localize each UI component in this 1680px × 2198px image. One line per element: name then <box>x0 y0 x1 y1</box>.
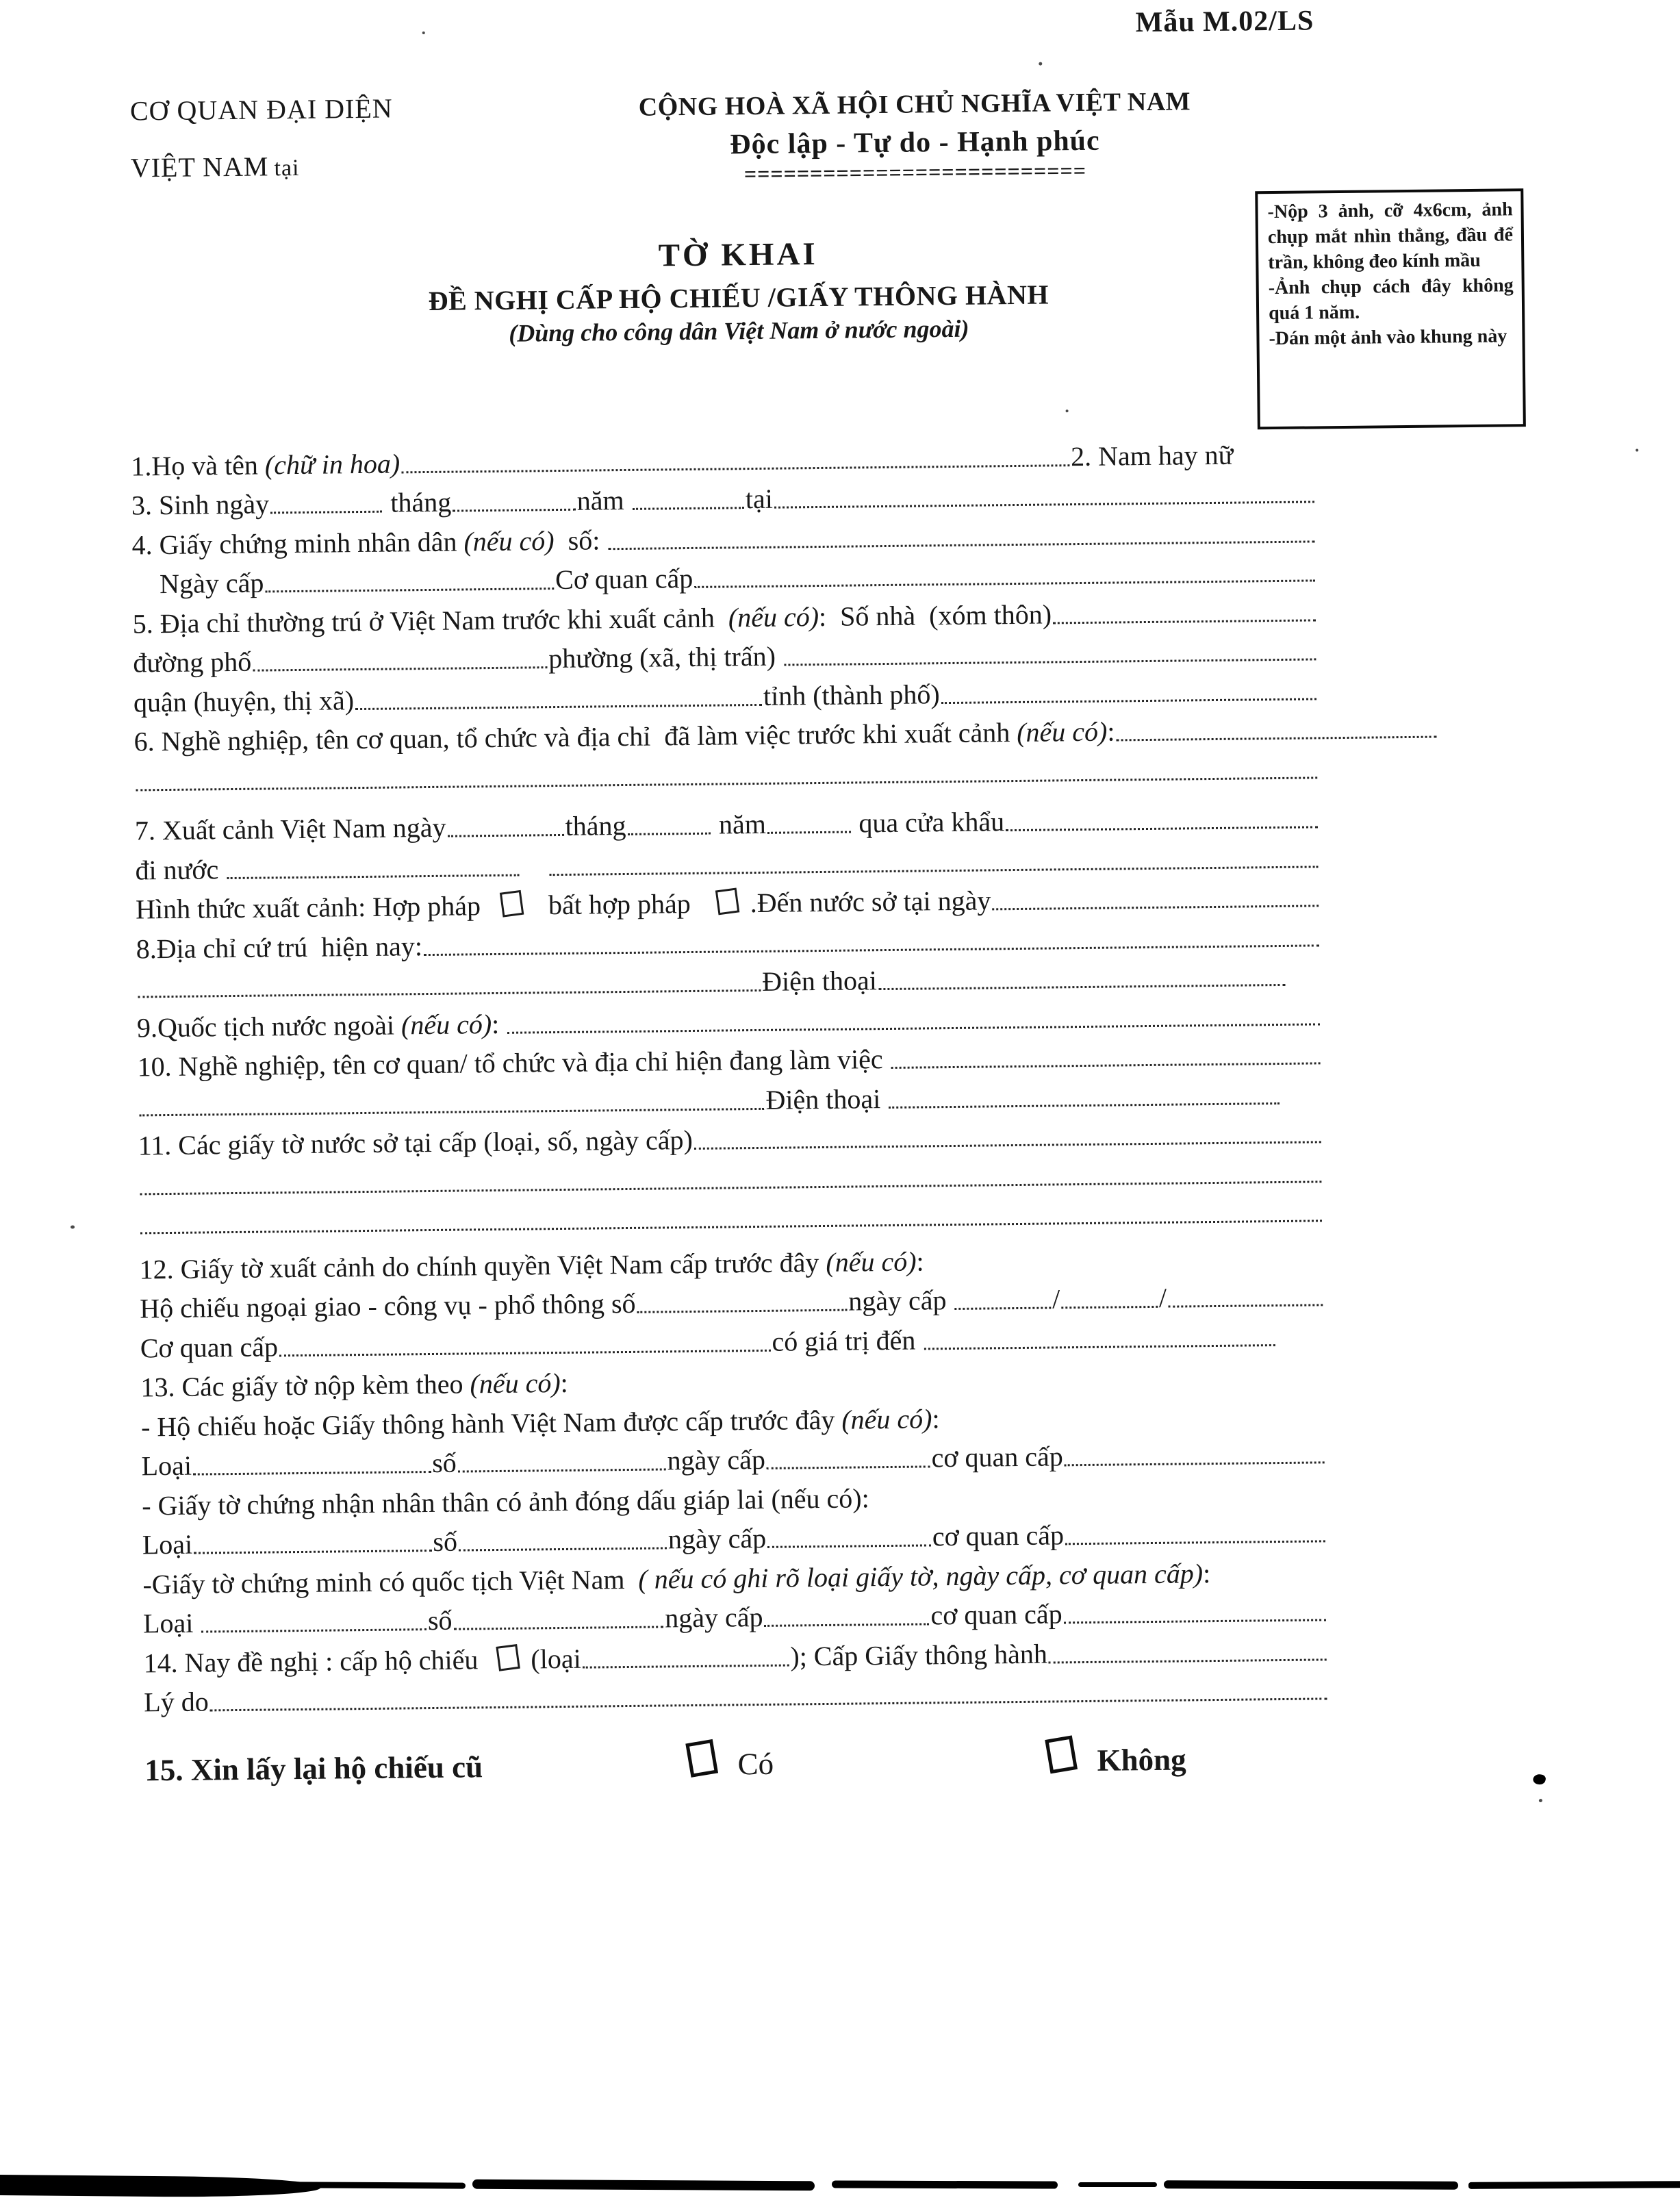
form-line-text: (loại <box>524 1643 581 1675</box>
dotted-leader <box>694 579 1315 588</box>
form-line-text: tỉnh (thành phố) <box>763 678 940 711</box>
form-line-text: số <box>427 1604 453 1637</box>
spacer <box>774 1779 1041 1782</box>
form-line-text: đường phố <box>133 646 252 679</box>
form-line-text: Có <box>722 1746 774 1782</box>
form-line-text: số <box>433 1526 458 1557</box>
scan-edge-segment <box>0 2175 320 2198</box>
ink-blob-artifact <box>1532 1773 1547 1786</box>
form-line-text: 5. Địa chỉ thường trú ở Việt Nam trước khi xuất cảnh <box>132 601 729 640</box>
form-line-text: - Giấy tờ chứng nhận nhân thân có ảnh đóng dấu giáp lai (nếu có): <box>142 1482 869 1521</box>
dotted-leader <box>253 666 547 672</box>
form-line-text: 6. Nghề nghiệp, tên cơ quan, tổ chức và địa chỉ đã làm việc trước khi xuất cảnh <box>133 716 1017 757</box>
agency-line2 <box>131 149 394 184</box>
ink-speck <box>1039 62 1042 66</box>
form-line-text: (nếu có) <box>463 525 555 557</box>
form-line-text: tại <box>745 483 774 515</box>
dotted-leader <box>401 464 1069 473</box>
dotted-leader <box>458 1468 666 1472</box>
form-line-text: ngày cấp <box>667 1522 767 1555</box>
dotted-leader <box>765 1623 930 1627</box>
dotted-leader <box>637 1309 848 1313</box>
dotted-leader <box>992 905 1319 910</box>
national-motto: Độc lập - Tự do - Hạnh phúc <box>730 125 1100 161</box>
form-line-text: 13. Các giấy tờ nộp kèm theo <box>140 1368 470 1403</box>
form-line-text: 10. Nghề nghiệp, tên cơ quan/ tổ chức và địa chỉ hiện đang làm việc <box>137 1043 890 1083</box>
form-line-text: (nếu có) <box>841 1402 932 1435</box>
dotted-leader <box>193 1471 431 1476</box>
form-line-text: số: <box>554 524 607 556</box>
dotted-leader <box>265 588 554 592</box>
dotted-leader <box>767 831 851 834</box>
form-title-note: (Dùng cho công dân Việt Nam ở nước ngoài) <box>509 314 969 347</box>
form-line-text: 12. Giấy tờ xuất cảnh do chính quyền Việt Nam cấp trước đây <box>139 1246 826 1285</box>
dotted-leader <box>140 1220 1322 1234</box>
dotted-leader <box>227 874 519 879</box>
dotted-leader <box>138 989 761 998</box>
dotted-leader <box>1006 826 1318 831</box>
form-line-text: / <box>1158 1282 1167 1313</box>
form-line-text: Loại <box>141 1450 192 1482</box>
form-line-text: Ngày cấp <box>159 567 264 600</box>
dotted-leader <box>784 658 1316 666</box>
form-line-text: Điện thoại <box>761 965 878 997</box>
ink-speck <box>1539 1799 1542 1802</box>
dotted-leader <box>889 1102 1280 1108</box>
form-line-text: cơ quan cấp <box>932 1519 1065 1552</box>
form-line-text: (nếu có) <box>728 601 819 633</box>
form-line-text: phường (xã, thị trấn) <box>548 640 783 674</box>
dotted-leader <box>774 501 1314 508</box>
dotted-leader <box>454 1626 664 1630</box>
scan-edge-segment <box>1078 2182 1157 2187</box>
ink-speck <box>1066 409 1069 412</box>
form-line-text: ngày cấp <box>848 1285 954 1317</box>
photo-instruction-line: -Nộp 3 ảnh, cỡ 4x6cm, ảnh chụp mắt nhìn thẳng, đầu để trần, không đeo kính mầu <box>1267 199 1514 274</box>
dotted-leader <box>955 1307 1052 1310</box>
form-line-text: có giá trị đến <box>772 1324 923 1357</box>
form-line-text: quận (huyện, thị xã) <box>133 684 355 718</box>
dotted-leader <box>1168 1304 1323 1307</box>
form-body <box>131 430 1329 1788</box>
form-line-text: -Giấy tờ chứng minh có quốc tịch Việt Nam <box>142 1563 639 1600</box>
dotted-leader <box>1065 1540 1325 1545</box>
dotted-leader <box>941 698 1316 704</box>
form-line-text: .Đến nước sở tại ngày <box>743 885 991 919</box>
form-line-text: 3. Sinh ngày <box>131 488 270 521</box>
form-line-text: số <box>431 1447 457 1478</box>
dotted-leader <box>1049 1658 1327 1663</box>
form-title: TỜ KHAI <box>658 236 818 274</box>
checkbox-icon <box>496 1643 520 1671</box>
form-line-text: - Hộ chiếu hoặc Giấy thông hành Việt Nam được cấp trước đây <box>140 1404 842 1442</box>
dotted-leader <box>453 509 576 512</box>
dotted-leader <box>194 1550 431 1554</box>
checkbox-icon <box>1045 1735 1078 1773</box>
form-line-text: Loại <box>142 1528 193 1561</box>
dotted-leader <box>201 1628 427 1632</box>
form-line-text: : <box>932 1402 940 1434</box>
form-line-text: : <box>1107 716 1115 747</box>
form-line-text: bất hợp pháp <box>548 887 698 921</box>
form-line-text: qua cửa khẩu <box>852 806 1005 839</box>
form-line-text: (nếu có) <box>826 1246 917 1278</box>
dotted-leader <box>878 984 1285 990</box>
form-line-text: 2. Nam hay nữ <box>1070 439 1234 472</box>
scan-edge-artifact <box>0 2164 1680 2193</box>
country-title: CỘNG HOÀ XÃ HỘI CHỦ NGHĨA VIỆT NAM <box>638 87 1191 122</box>
form-line-text: : Số nhà (xóm thôn) <box>818 598 1052 632</box>
form-line-text: 1.Họ và tên <box>131 449 266 482</box>
form-line-text: 7. Xuất cảnh Việt Nam ngày <box>134 811 446 846</box>
issuing-agency-block <box>130 92 394 184</box>
form-line-text: (chữ in hoa) <box>264 447 400 480</box>
form-subtitle: ĐỀ NGHỊ CẤP HỘ CHIẾU /GIẤY THÔNG HÀNH <box>428 279 1049 316</box>
dotted-leader <box>210 1697 1327 1711</box>
national-header-block <box>586 86 1244 186</box>
form-line-text: Không <box>1081 1742 1186 1778</box>
dotted-leader <box>767 1544 931 1548</box>
form-code: Mẫu M.02/LS <box>1135 5 1314 39</box>
agency-suffix: tại <box>274 155 300 181</box>
form-line-text: : <box>560 1367 568 1399</box>
form-line-text: Cơ quan cấp <box>140 1330 279 1363</box>
dotted-leader <box>459 1547 667 1551</box>
dotted-leader <box>891 1062 1321 1069</box>
dotted-leader <box>583 1664 789 1668</box>
form-line-text: Hình thức xuất cảnh: Hợp pháp <box>135 890 488 925</box>
dotted-leader <box>448 834 564 837</box>
dotted-leader <box>608 540 1314 550</box>
checkbox-icon <box>685 1739 718 1778</box>
ink-speck <box>422 31 425 34</box>
form-line-text: Loại <box>142 1607 201 1639</box>
agency-line1: CƠ QUAN ĐẠI DIỆN <box>129 92 393 127</box>
form-line-text: Lý do <box>144 1686 209 1718</box>
form-line-text: cơ quan cấp <box>931 1441 1064 1474</box>
form-line-text: 15. Xin lấy lại hộ chiếu cũ <box>144 1749 483 1788</box>
dotted-leader <box>924 1344 1275 1350</box>
form-line-text: ); Cấp Giấy thông hành <box>790 1638 1048 1672</box>
form-line-text: (nếu có) <box>470 1367 561 1400</box>
form-line-text: (nếu có) <box>400 1008 492 1040</box>
form-line-text: đi nước <box>135 853 226 885</box>
form-line-text: năm <box>711 808 767 840</box>
form-line-text: 11. Các giấy tờ nước sở tại cấp (loại, số, ngày cấp) <box>138 1124 693 1161</box>
form-line-text: 14. Nay đề nghị : cấp hộ chiếu <box>143 1643 485 1678</box>
dotted-leader <box>633 507 744 510</box>
form-line-text: Hộ chiếu ngoại giao - công vụ - phổ thông số <box>140 1287 636 1324</box>
dotted-leader <box>1065 1461 1325 1466</box>
dotted-leader <box>549 866 1318 876</box>
ink-speck <box>1636 449 1638 451</box>
form-title-block <box>115 230 1362 352</box>
form-line-text: 4. Giấy chứng minh nhân dân <box>131 525 464 561</box>
dotted-leader <box>136 776 1317 791</box>
form-line <box>144 1721 1329 1788</box>
dotted-leader <box>694 1141 1321 1150</box>
dotted-leader <box>767 1465 930 1469</box>
spacer <box>483 1782 681 1784</box>
dotted-leader <box>139 1107 764 1116</box>
scan-edge-segment <box>1164 2180 1458 2190</box>
scan-edge-segment <box>294 2182 466 2188</box>
form-line-text: : <box>916 1245 924 1277</box>
form-line-text: : <box>1202 1557 1211 1589</box>
checkbox-icon <box>715 888 739 915</box>
form-line-text: ngày cấp <box>667 1443 766 1476</box>
form-line-text: Điện thoại <box>765 1083 888 1115</box>
photo-instruction-line: -Ảnh chụp cách đây không quá 1 năm. <box>1268 275 1514 325</box>
agency-country: VIỆT NAM <box>130 151 269 184</box>
checkbox-icon <box>500 890 524 918</box>
dotted-leader <box>1064 1619 1326 1624</box>
dotted-leader <box>279 1349 771 1356</box>
dotted-leader <box>1053 619 1316 624</box>
scan-edge-segment <box>832 2180 1058 2188</box>
form-line-text: 8.Địa chỉ cứ trú hiện nay: <box>136 930 423 964</box>
form-line-text: / <box>1052 1283 1060 1315</box>
form-line-text: 9.Quốc tịch nước ngoài <box>136 1009 402 1043</box>
scan-edge-segment <box>472 2180 815 2191</box>
scan-edge-segment <box>1468 2181 1680 2189</box>
form-line-text: cơ quan cấp <box>930 1598 1062 1631</box>
dotted-leader <box>270 511 382 514</box>
dotted-leader <box>355 703 762 709</box>
dotted-leader <box>628 833 711 835</box>
form-line-text: tháng <box>383 486 452 518</box>
photo-instruction-line: -Dán một ảnh vào khung này <box>1269 325 1507 350</box>
form-line-text: ( nếu có ghi rõ loại giấy tờ, ngày cấp, cơ quan cấp) <box>638 1557 1204 1595</box>
ink-speck <box>71 1225 75 1228</box>
form-line-text: ngày cấp <box>664 1601 763 1634</box>
form-line-text: (nếu có) <box>1016 716 1108 748</box>
form-line-text: : <box>491 1008 507 1039</box>
form-line-text: tháng <box>565 809 626 842</box>
form-line-text: năm <box>576 484 631 516</box>
dotted-leader <box>1061 1306 1158 1309</box>
motto-divider: ========================== <box>743 157 1087 187</box>
form-line-text: Cơ quan cấp <box>555 562 693 596</box>
dotted-leader <box>1117 736 1437 742</box>
